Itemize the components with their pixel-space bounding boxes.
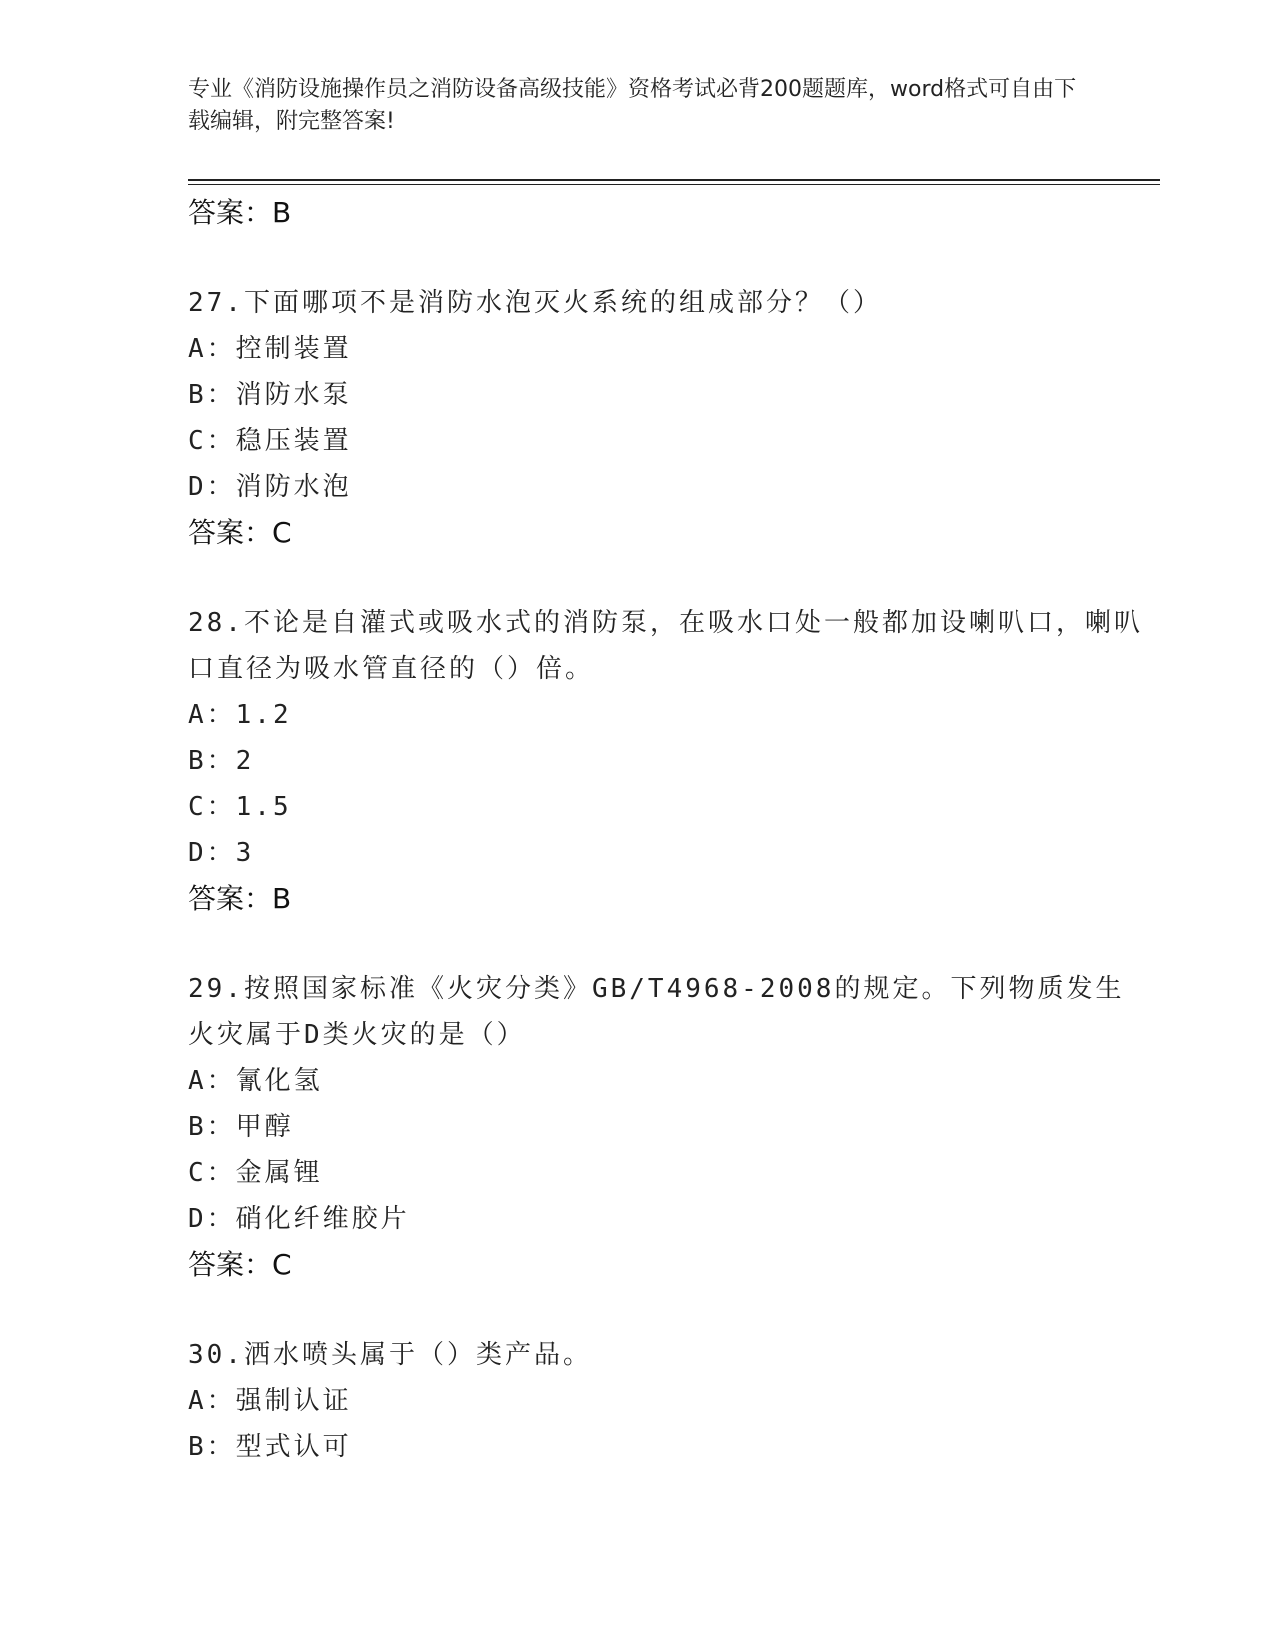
option-b: B：消防水泵 bbox=[188, 380, 352, 410]
spacer bbox=[188, 922, 1148, 966]
question-text: 29.按照国家标准《火灾分类》GB/T4968-2008的规定。下列物质发生火灾属于D类火灾的是（） bbox=[188, 974, 1125, 1050]
option-d: D：3 bbox=[188, 838, 255, 868]
spacer bbox=[188, 236, 1148, 280]
answer-line: 答案：B bbox=[188, 882, 292, 915]
answer-line: 答案：C bbox=[188, 516, 292, 549]
answer-line: 答案：C bbox=[188, 1248, 292, 1281]
question-block bbox=[188, 1332, 1148, 1470]
question-text: 30.洒水喷头属于（）类产品。 bbox=[188, 1340, 592, 1370]
option-a: A：强制认证 bbox=[188, 1386, 352, 1416]
option-c: C：稳压装置 bbox=[188, 426, 352, 456]
question-list bbox=[188, 190, 1148, 1470]
question-block bbox=[188, 280, 1148, 556]
option-d: D：硝化纤维胶片 bbox=[188, 1204, 410, 1234]
option-b: B：甲醇 bbox=[188, 1112, 294, 1142]
option-a: A：控制装置 bbox=[188, 334, 352, 364]
header-divider-thin bbox=[188, 184, 1160, 185]
document-header: 专业《消防设施操作员之消防设备高级技能》资格考试必背200题题库，word格式可自由下载编辑，附完整答案! bbox=[188, 77, 1077, 134]
question-block bbox=[188, 966, 1148, 1288]
option-a: A：1.2 bbox=[188, 700, 292, 730]
option-d: D：消防水泡 bbox=[188, 472, 352, 502]
answer-line: 答案：B bbox=[188, 196, 292, 229]
option-c: C：1.5 bbox=[188, 792, 292, 822]
spacer bbox=[188, 1288, 1148, 1332]
question-block bbox=[188, 600, 1148, 922]
option-c: C：金属锂 bbox=[188, 1158, 323, 1188]
header-divider-thick bbox=[188, 179, 1160, 181]
question-text: 28.不论是自灌式或吸水式的消防泵，在吸水口处一般都加设喇叭口，喇叭口直径为吸水管直径的（）倍。 bbox=[188, 608, 1143, 684]
option-b: B：2 bbox=[188, 746, 255, 776]
option-a: A：氰化氢 bbox=[188, 1066, 323, 1096]
question-text: 27.下面哪项不是消防水泡灭火系统的组成部分？（） bbox=[188, 288, 882, 318]
spacer bbox=[188, 556, 1148, 600]
option-b: B：型式认可 bbox=[188, 1432, 352, 1462]
